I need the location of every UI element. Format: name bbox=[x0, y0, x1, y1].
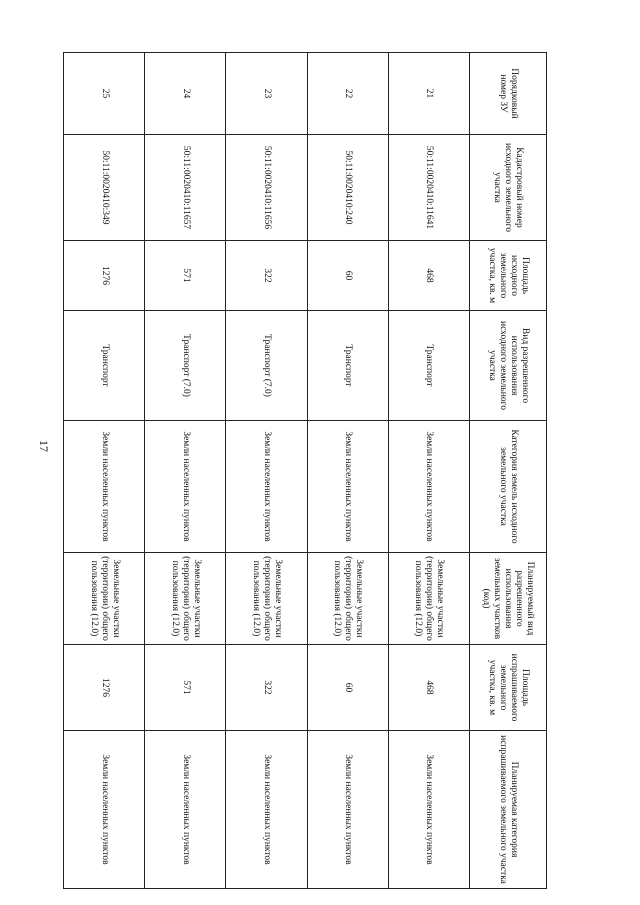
cell-use-type: Транспорт bbox=[388, 311, 469, 421]
header-cell: Площадь испрашиваемого земельного участка, кв. м bbox=[470, 645, 547, 731]
cell-planned-use: Земельные участки (территории) общего пользования (12.0) bbox=[388, 553, 469, 645]
cell-use-type: Транспорт (7.0) bbox=[226, 311, 307, 421]
cell-planned-category: Земли населенных пунктов bbox=[226, 731, 307, 889]
cell-area-source: 322 bbox=[226, 241, 307, 311]
cell-cadastral: 50:11:0020410:11657 bbox=[145, 135, 226, 241]
cell-area-requested: 1276 bbox=[64, 645, 145, 731]
cell-planned-use: Земельные участки (территории) общего пользования (12.0) bbox=[226, 553, 307, 645]
cell-area-requested: 468 bbox=[388, 645, 469, 731]
cell-number: 24 bbox=[145, 53, 226, 135]
table-row bbox=[388, 53, 469, 889]
cell-cadastral: 50:11:0020410:349 bbox=[64, 135, 145, 241]
cell-planned-use: Земельные участки (территории) общего пользования (12.0) bbox=[64, 553, 145, 645]
cell-category: Земли населенных пунктов bbox=[64, 421, 145, 553]
cell-planned-category: Земли населенных пунктов bbox=[64, 731, 145, 889]
header-cell: Планируемый вид разрешенного использования земельных участков (код) bbox=[470, 553, 547, 645]
cell-planned-use: Земельные участки (территории) общего пользования (12.0) bbox=[307, 553, 388, 645]
cell-number: 21 bbox=[388, 53, 469, 135]
header-cell: Категория земель исходного земельного участка bbox=[470, 421, 547, 553]
cell-category: Земли населенных пунктов bbox=[388, 421, 469, 553]
header-cell: Кадастровый номер исходного земельного участка bbox=[470, 135, 547, 241]
cell-planned-use: Земельные участки (территории) общего пользования (12.0) bbox=[145, 553, 226, 645]
cell-number: 23 bbox=[226, 53, 307, 135]
cell-use-type: Транспорт bbox=[307, 311, 388, 421]
table-row bbox=[307, 53, 388, 889]
cell-area-requested: 571 bbox=[145, 645, 226, 731]
table-rotated-container bbox=[63, 52, 547, 888]
cell-area-requested: 60 bbox=[307, 645, 388, 731]
table-row bbox=[64, 53, 145, 889]
header-cell: Площадь исходного земельного участка, кв. м bbox=[470, 241, 547, 311]
cell-cadastral: 50:11:0020410:240 bbox=[307, 135, 388, 241]
cell-area-source: 571 bbox=[145, 241, 226, 311]
cell-planned-category: Земли населенных пунктов bbox=[307, 731, 388, 889]
header-cell: Планируемая категория испрашиваемого земельного участка bbox=[470, 731, 547, 889]
table-header-row bbox=[470, 53, 547, 889]
header-cell: Порядковый номер ЗУ bbox=[470, 53, 547, 135]
cell-area-source: 60 bbox=[307, 241, 388, 311]
cell-area-requested: 322 bbox=[226, 645, 307, 731]
cell-area-source: 1276 bbox=[64, 241, 145, 311]
cell-number: 25 bbox=[64, 53, 145, 135]
cell-category: Земли населенных пунктов bbox=[307, 421, 388, 553]
cell-cadastral: 50:11:0020410:11656 bbox=[226, 135, 307, 241]
header-cell: Вид разрешенного использования исходного земельного участка bbox=[470, 311, 547, 421]
table-wrapper bbox=[63, 52, 547, 888]
cell-category: Земли населенных пунктов bbox=[226, 421, 307, 553]
land-plots-table bbox=[63, 52, 547, 889]
cell-use-type: Транспорт bbox=[64, 311, 145, 421]
table-row bbox=[145, 53, 226, 889]
cell-area-source: 468 bbox=[388, 241, 469, 311]
cell-planned-category: Земли населенных пунктов bbox=[388, 731, 469, 889]
table-row bbox=[226, 53, 307, 889]
page-number: 17 bbox=[37, 440, 51, 452]
cell-planned-category: Земли населенных пунктов bbox=[145, 731, 226, 889]
cell-cadastral: 50:11:0020410:11641 bbox=[388, 135, 469, 241]
cell-number: 22 bbox=[307, 53, 388, 135]
cell-category: Земли населенных пунктов bbox=[145, 421, 226, 553]
cell-use-type: Транспорт (7.0) bbox=[145, 311, 226, 421]
